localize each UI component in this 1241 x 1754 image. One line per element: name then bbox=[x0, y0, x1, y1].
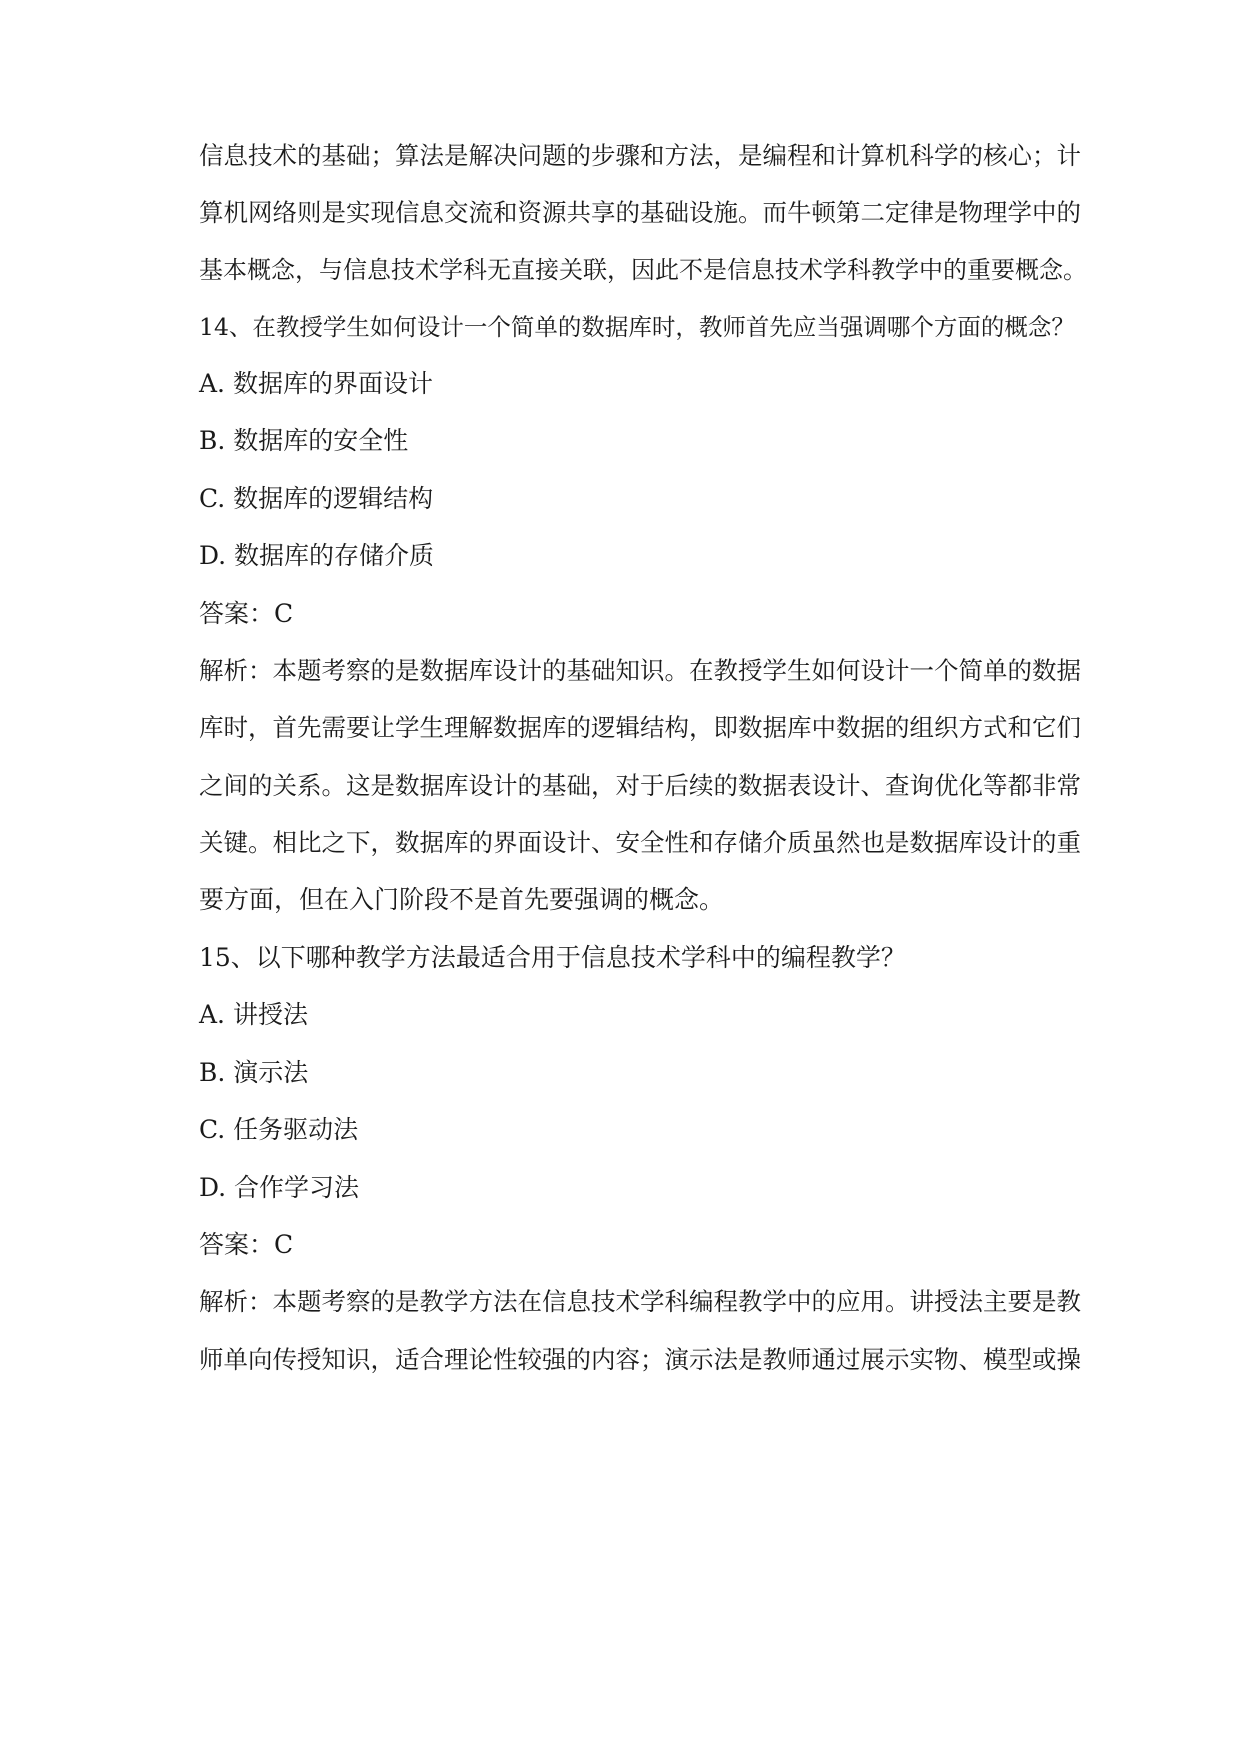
q14-analysis-line: 要方面，但在入门阶段不是首先要强调的概念。 bbox=[199, 885, 725, 914]
q15-analysis-line: 师单向传授知识，适合理论性较强的内容；演示法是教师通过展示实物、模型或操 bbox=[199, 1345, 1081, 1374]
q15-answer: 答案：C bbox=[199, 1230, 294, 1259]
q15-option-a: A. 讲授法 bbox=[199, 1000, 308, 1029]
q14-option-d: D. 数据库的存储介质 bbox=[199, 541, 435, 570]
text-line: 基本概念，与信息技术学科无直接关联，因此不是信息技术学科教学中的重要概念。 bbox=[199, 256, 1087, 284]
q15-option-c: C. 任务驱动法 bbox=[199, 1115, 359, 1144]
q14-answer: 答案：C bbox=[199, 599, 294, 628]
text-line: 算机网络则是实现信息交流和资源共享的基础设施。而牛顿第二定律是物理学中的 bbox=[199, 198, 1081, 227]
q14-option-b: B. 数据库的安全性 bbox=[199, 426, 409, 455]
q15-option-b: B. 演示法 bbox=[199, 1058, 309, 1087]
q14-analysis-line: 关键。相比之下，数据库的界面设计、安全性和存储介质虽然也是数据库设计的重 bbox=[199, 828, 1081, 857]
q14-analysis-line: 之间的关系。这是数据库设计的基础，对于后续的数据表设计、查询优化等都非常 bbox=[199, 771, 1081, 800]
question-14: 14、在教授学生如何设计一个简单的数据库时，教师首先应当强调哪个方面的概念？ bbox=[199, 313, 1075, 341]
q15-option-d: D. 合作学习法 bbox=[199, 1173, 360, 1202]
question-15: 15、以下哪种教学方法最适合用于信息技术学科中的编程教学？ bbox=[199, 943, 906, 972]
q14-analysis-line: 解析：本题考察的是数据库设计的基础知识。在教授学生如何设计一个简单的数据 bbox=[199, 656, 1081, 685]
q15-analysis-line: 解析：本题考察的是教学方法在信息技术学科编程教学中的应用。讲授法主要是教 bbox=[199, 1287, 1081, 1316]
q14-option-c: C. 数据库的逻辑结构 bbox=[199, 484, 434, 513]
q14-option-a: A. 数据库的界面设计 bbox=[199, 369, 433, 398]
q14-analysis-line: 库时，首先需要让学生理解数据库的逻辑结构，即数据库中数据的组织方式和它们 bbox=[199, 713, 1081, 742]
text-line: 信息技术的基础；算法是解决问题的步骤和方法，是编程和计算机科学的核心；计 bbox=[199, 141, 1081, 170]
